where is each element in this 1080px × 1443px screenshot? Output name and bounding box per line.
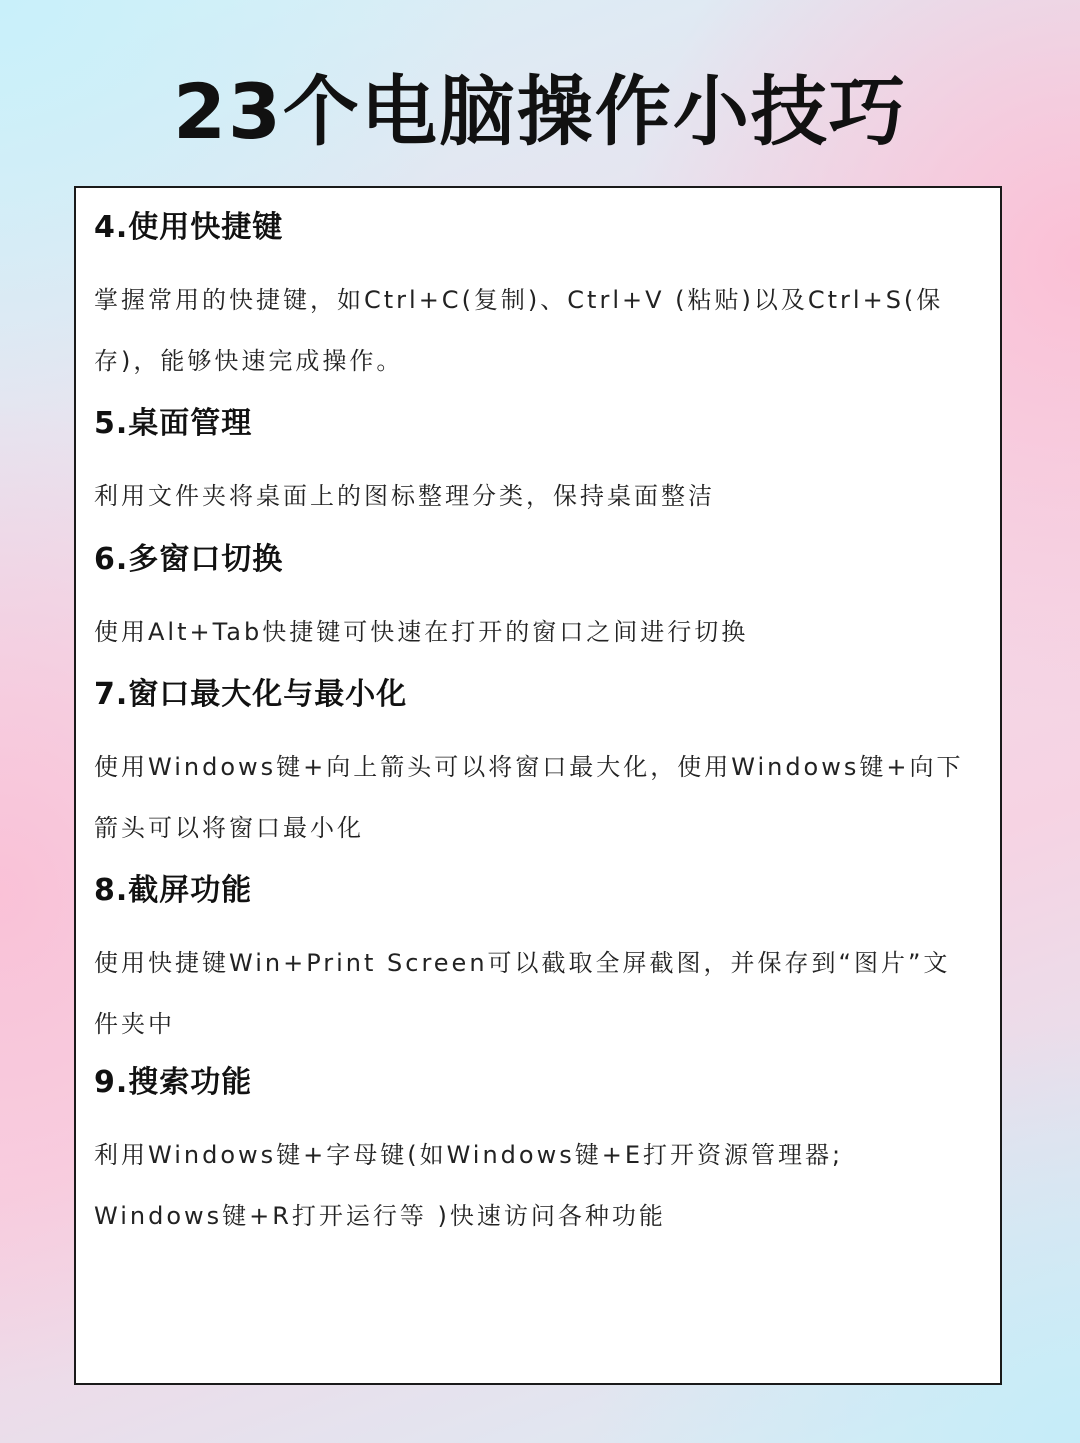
tip-line: 使用快捷键Win+Print Screen可以截取全屏截图，并保存到“图片”文 (94, 949, 951, 977)
tip-section-9 (94, 1063, 986, 1247)
tip-section-7 (94, 675, 986, 859)
tip-description (94, 933, 986, 1055)
page-title: 23个电脑操作小技巧 (173, 67, 907, 156)
tip-description (94, 270, 986, 392)
tip-heading: 4.使用快捷键 (94, 210, 284, 245)
tip-line: 使用Windows键+向上箭头可以将窗口最大化，使用Windows键+向下 (94, 753, 964, 781)
tip-section-6 (94, 540, 986, 663)
tip-line: 箭头可以将窗口最小化 (94, 814, 364, 842)
tip-heading: 9.搜索功能 (94, 1065, 253, 1100)
tip-line: 件夹中 (94, 1010, 175, 1038)
tip-line: 掌握常用的快捷键，如Ctrl+C(复制)、Ctrl+V (粘贴)以及Ctrl+S(保 (94, 286, 944, 314)
content-card (74, 186, 1002, 1385)
tip-section-8 (94, 871, 986, 1055)
tip-heading: 6.多窗口切换 (94, 542, 284, 577)
tip-heading: 8.截屏功能 (94, 873, 253, 908)
tip-heading: 7.窗口最大化与最小化 (94, 677, 408, 712)
tip-description (94, 1125, 986, 1247)
tip-line: 利用文件夹将桌面上的图标整理分类，保持桌面整洁 (94, 482, 715, 510)
tip-line: 使用Alt+Tab快捷键可快速在打开的窗口之间进行切换 (94, 618, 749, 646)
tip-line: 存)，能够快速完成操作。 (94, 347, 404, 375)
tip-description (94, 602, 986, 663)
tip-line: 利用Windows键+字母键(如Windows键+E打开资源管理器; (94, 1141, 844, 1169)
tip-description (94, 466, 986, 527)
tip-section-5 (94, 404, 986, 527)
tip-line: Windows键+R打开运行等 )快速访问各种功能 (94, 1202, 666, 1230)
tip-heading: 5.桌面管理 (94, 406, 253, 441)
tip-section-4 (94, 208, 986, 392)
tip-description (94, 737, 986, 859)
